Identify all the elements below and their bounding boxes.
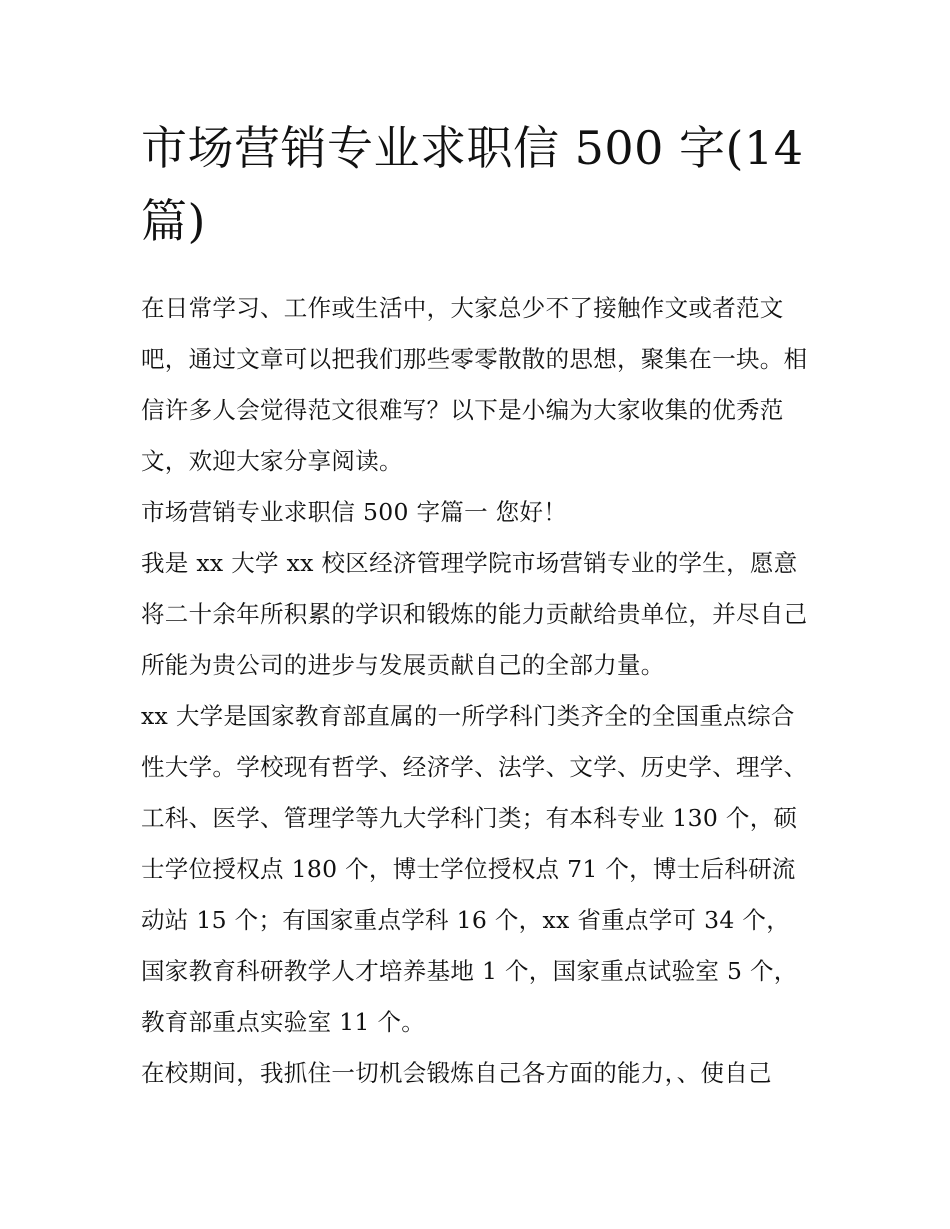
self-introduction-paragraph: 我是 xx 大学 xx 校区经济管理学院市场营销专业的学生，愿意将二十余年所积累的学识和锻炼的能力贡献给贵单位，并尽自己所能为贵公司的进步与发展贡献自己的全部力量。 (141, 549, 808, 679)
section-heading-greeting: 市场营销专业求职信 500 字篇一 您好！ (141, 498, 568, 526)
university-paragraph: xx 大学是国家教育部直属的一所学科门类齐全的全国重点综合性大学。学校现有哲学、经济学、法学、文学、历史学、理学、工科、医学、管理学等九大学科门类；有本科专业 130 个，硕士学位授权点 180 个，博士学位授权点 71 个，博士后科研流动站 15 个；有国家重点学科 16 个，xx 省重点学可 34 个，国家教育科研教学人才培养基地 1 个，国家重点试验室 5 个，教育部重点实验室 11 个。 (141, 702, 808, 1036)
campus-activities-paragraph: 在校期间，我抓住一切机会锻炼自己各方面的能力，、使自己 (141, 1059, 772, 1087)
document-page (141, 112, 813, 1099)
intro-paragraph: 在日常学习、工作或生活中，大家总少不了接触作文或者范文吧，通过文章可以把我们那些零零散散的思想，聚集在一块。相信许多人会觉得范文很难写？以下是小编为大家收集的优秀范文，欢迎大家分享阅读。 (141, 294, 808, 475)
document-title: 市场营销专业求职信 500 字(14 篇) (141, 121, 804, 248)
